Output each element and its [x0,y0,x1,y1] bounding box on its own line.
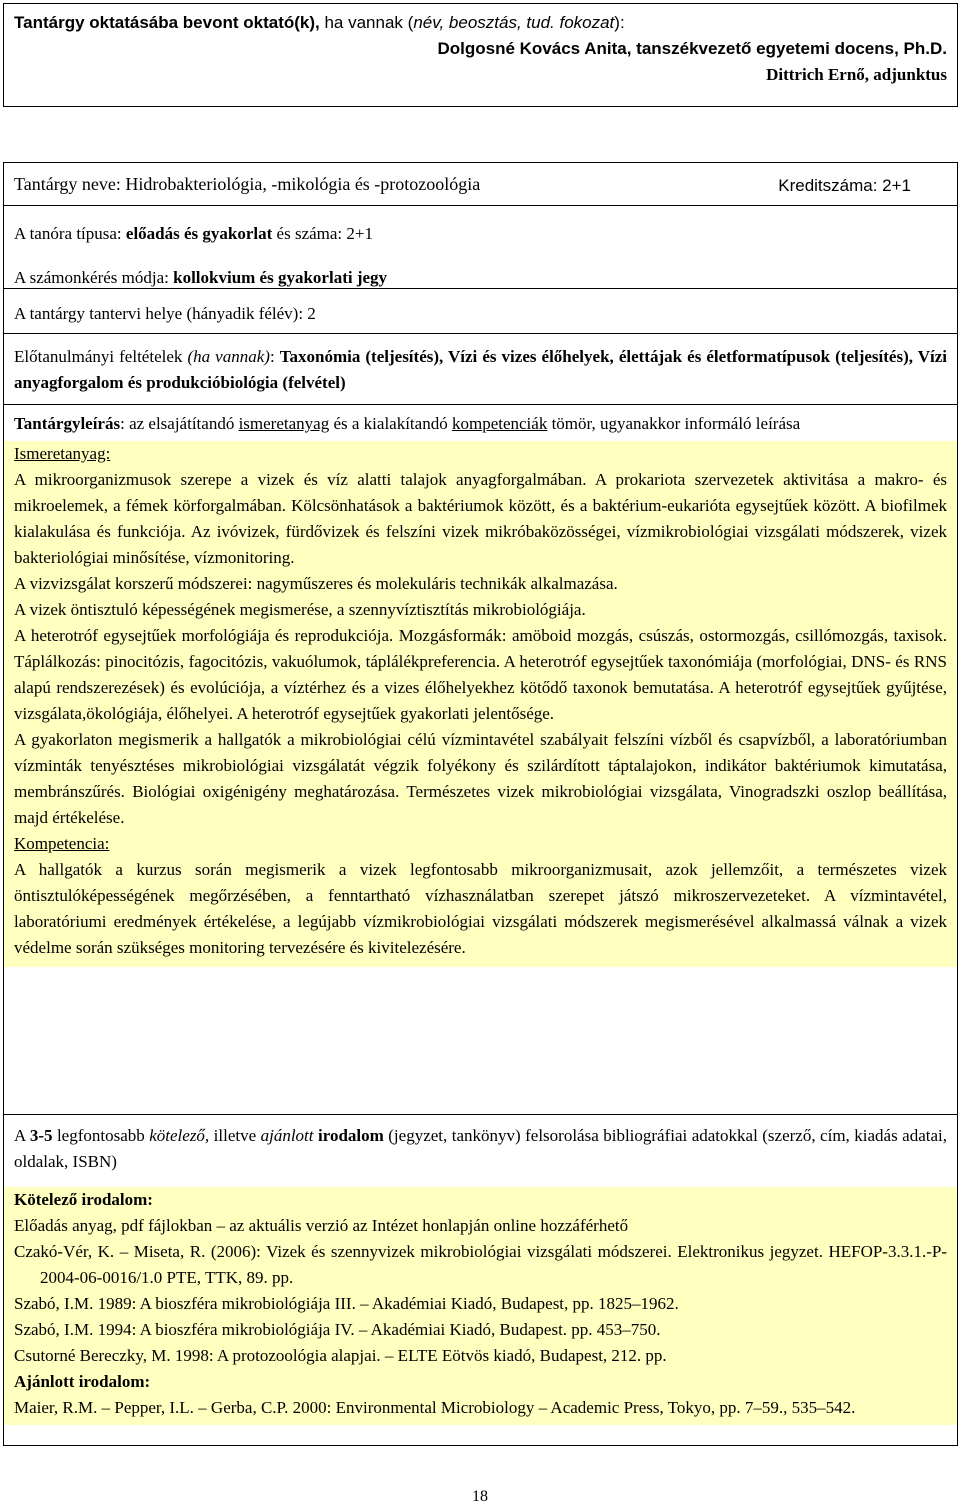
knowledge-para: A vizvizsgálat korszerű módszerei: nagyműszeres és molekuláris technikák alkalmazása. [14,574,618,593]
required-item: Szabó, I.M. 1989: A bioszféra mikrobiológiája III. – Akadémiai Kiadó, Budapest, pp. 1825–1962. [14,1294,679,1313]
knowledge-para: A vizek öntisztuló képességének megismerése, a szennyvíztisztítás mikrobiológiája. [14,600,586,619]
course-name: Tantárgy neve: Hidrobakteriológia, -mikológia és -protozoológia [14,174,481,194]
exam-type: A számonkérés módja: kollokvium és gyakorlati jegy [14,268,388,287]
semester-row [3,288,958,334]
credits: Kreditszáma: 2+1 [778,176,911,195]
class-type: A tanóra típusa: előadás és gyakorlat és száma: 2+1 [14,224,373,243]
required-item: Előadás anyag, pdf fájlokban – az aktuális verzió az Intézet honlapján online hozzáférhető [14,1216,629,1235]
description-body [4,441,957,967]
recommended-heading: Ajánlott irodalom: [14,1372,151,1391]
instructor-1: Dolgosné Kovács Anita, tanszékvezető egyetemi docens, Ph.D. [437,39,947,58]
knowledge-para: A gyakorlaton megismerik a hallgatók a mikrobiológiai célú vízmintavétel szabályait felszíni vízből és csapvízből, a laboratóriumban vízminták tenyésztéses mikrobiológiai vizsgálatát végzik folyékony és szilárdított táptalajokon, indikátor baktériumok kimutatása, membránszűrés. Biológiai oxigénigény meghatározása. Természetes vizek mikrobiológiai vizsgálata, Vinogradszki oszlop beállítása, majd értékelése. [14,730,947,827]
literature-list [4,1187,957,1425]
page-number: 18 [472,1488,488,1505]
description-intro: Tantárgyleírás: az elsajátítandó ismeretanyag és a kialakítandó kompetenciák tömör, ugyanakkor informáló leírása [14,414,801,433]
prereq-row [3,333,958,405]
instructors-label: Tantárgy oktatásába bevont oktató(k), ha vannak (név, beosztás, tud. fokozat): [14,13,625,32]
recommended-item: Maier, R.M. – Pepper, I.L. – Gerba, C.P. 2000: Environmental Microbiology – Academic Press, Tokyo, pp. 7–59., 535–542. [14,1398,856,1417]
knowledge-para: A heterotróf egysejtűek morfológiája és reprodukciója. Mozgásformák: amöboid mozgás, csúszás, ostormozgás, csillómozgás, taxisok. Táplálkozás: pinocitózis, fagocitózis, vakuólumok, táplálékpreferencia. A heterotróf egysejtűek taxonómiája (morfológiai, DNS- és RNS alapú rendszerezések) és evolúciója, a víztérhez és a vizes élőhelyekhez kötődő taxonok bemutatása. A heterotróf egysejtűek gyűjtése, vizsgálata,ökológiája, élőhelyei. A heterotróf egysejtűek gyakorlati jelentősége. [14,626,947,723]
class-type-row [3,205,958,289]
competence-heading: Kompetencia: [14,834,110,853]
semester: A tantárgy tantervi helye (hányadik félév): 2 [14,304,316,323]
instructors-section [3,3,958,107]
literature-intro: A 3-5 legfontosabb kötelező, illetve ajánlott irodalom (jegyzet, tankönyv) felsorolása bibliográfiai adatokkal (szerző, cím, kiadás adatai, oldalak, ISBN) [14,1126,947,1171]
competence-para: A hallgatók a kurzus során megismerik a vizek legfontosabb mikroorganizmusait, azok jellemzőit, a természetes vizek öntisztulóképességének megőrzésében, a fenntartható vízhasználatban szerepet játszó mikroszervezeteket. A vízmintavétel, laboratóriumi eredmények értékelése, a legújabb vízmikrobiológiai vizsgálati módszerek megismerésével alkalmassá válnak a vizek védelme során szükséges monitoring tervezésére és kivitelezésére. [14,860,947,957]
description-section [3,404,958,1115]
required-item: Csutorné Bereczky, M. 1998: A protozoológia alapjai. – ELTE Eötvös kiadó, Budapest, 212. pp. [14,1346,667,1365]
literature-section [3,1114,958,1446]
required-item: Czakó-Vér, K. – Miseta, R. (2006): Vizek és szennyvizek mikrobiológiai vizsgálati módszerei. Elektronikus jegyzet. HEFOP-3.3.1.-P-2004-06-0016/1.0 PTE, TTK, 89. pp. [14,1242,947,1287]
instructor-2: Dittrich Ernő, adjunktus [766,65,947,84]
required-item: Szabó, I.M. 1994: A bioszféra mikrobiológiája IV. – Akadémiai Kiadó, Budapest. pp. 453–750. [14,1320,661,1339]
required-heading: Kötelező irodalom: [14,1190,153,1209]
knowledge-para: A mikroorganizmusok szerepe a vizek és víz alatti talajok anyagforgalmában. A prokariota szervezetek aktivitása a makro- és mikroelemek, a fémek körforgalmában. Kölcsönhatások a baktériumok között, és a baktérium-eukarióta egysejtűek között. A biofilmek kialakulása és funkciója. Az ivóvizek, fürdővizek és felszíni vizek mikróbaközösségei, vízmikrobiológiai vizsgálati módszerek, vizek bakteriológiai minősítése, vízmonitoring. [14,470,947,567]
prereq: Előtanulmányi feltételek (ha vannak): Taxonómia (teljesítés), Vízi és vizes élőhelyek, élettájak és életformatípusok (teljesítés), Vízi anyagforgalom és produkcióbiológia (felvétel) [14,347,948,392]
knowledge-heading: Ismeretanyag: [14,444,111,463]
course-name-row [3,162,958,206]
